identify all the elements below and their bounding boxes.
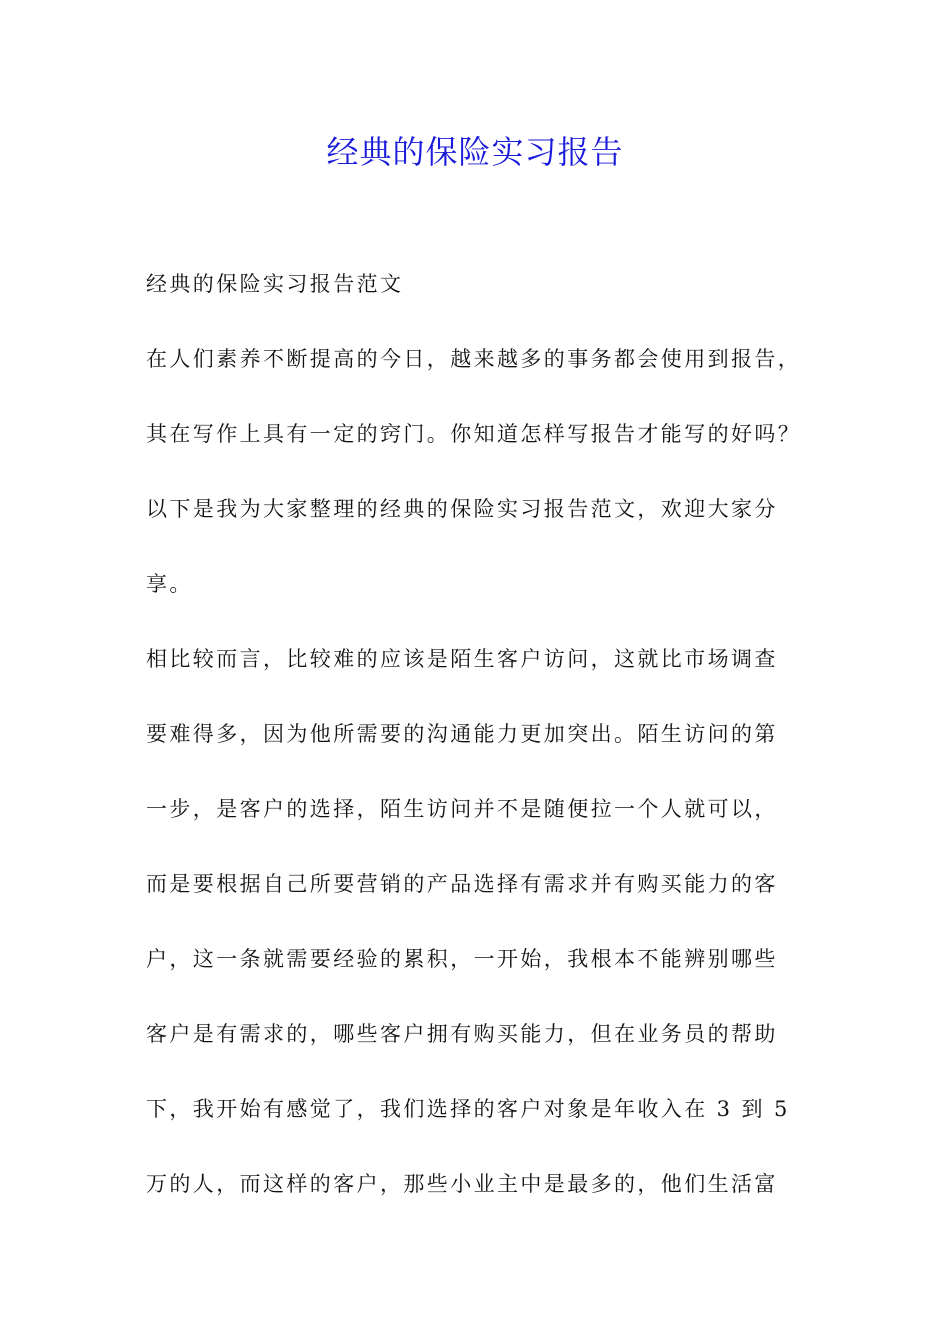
document-body — [146, 264, 826, 1239]
body-line: 下，我开始有感觉了，我们选择的客户对象是年收入在 3 到 5 — [146, 1097, 790, 1121]
body-line: 户，这一条就需要经验的累积，一开始，我根本不能辨别哪些 — [146, 947, 778, 971]
body-line: 要难得多，因为他所需要的沟通能力更加突出。陌生访问的第 — [146, 722, 778, 746]
body-line: 一步，是客户的选择，陌生访问并不是随便拉一个人就可以， — [146, 797, 778, 821]
subtitle-line: 经典的保险实习报告范文 — [146, 272, 404, 296]
document-title: 经典的保险实习报告 — [326, 133, 624, 171]
body-line: 万的人，而这样的客户，那些小业主中是最多的，他们生活富 — [146, 1172, 778, 1196]
body-line: 在人们素养不断提高的今日，越来越多的事务都会使用到报告， — [146, 347, 802, 371]
body-line: 而是要根据自己所要营销的产品选择有需求并有购买能力的客 — [146, 872, 778, 896]
body-line: 相比较而言，比较难的应该是陌生客户访问，这就比市场调查 — [146, 647, 778, 671]
body-line: 享。 — [146, 572, 193, 596]
body-line: 以下是我为大家整理的经典的保险实习报告范文，欢迎大家分 — [146, 497, 778, 521]
body-line: 客户是有需求的，哪些客户拥有购买能力，但在业务员的帮助 — [146, 1022, 778, 1046]
body-line: 其在写作上具有一定的窍门。你知道怎样写报告才能写的好吗？ — [146, 422, 802, 446]
